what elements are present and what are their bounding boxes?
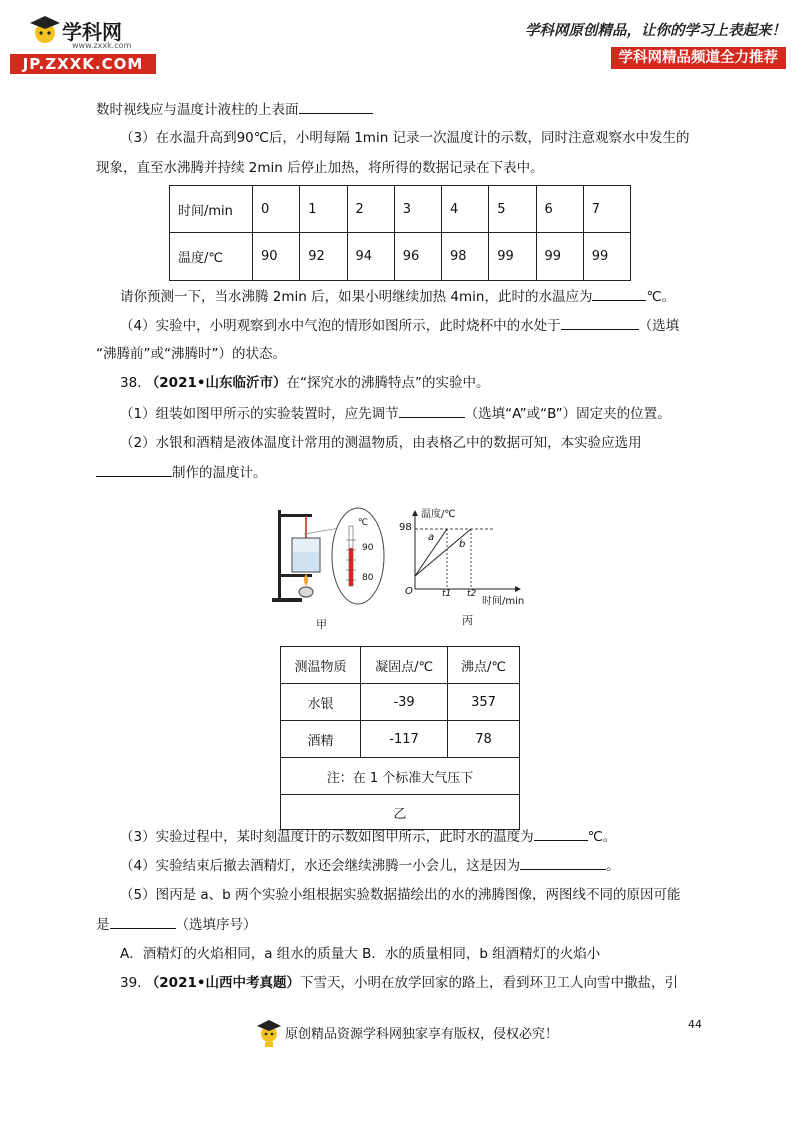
q38-4: （4）实验结束后撤去酒精灯，水还会继续沸腾一小会儿，这是因为 。 — [120, 855, 620, 876]
table-row — [281, 758, 520, 795]
q38-2b: 制作的温度计。 — [96, 462, 267, 483]
table-cell: 99 — [536, 233, 583, 281]
jia-tick-90: 90 — [362, 543, 374, 553]
table-cell: 2 — [347, 186, 394, 233]
bing-line-b: b — [459, 539, 466, 550]
table-cell: 99 — [583, 233, 630, 281]
logo-sub: www.zxxk.com — [72, 41, 132, 50]
footer-copyright: 原创精品资源学科网独家享有版权，侵权必究！ — [285, 1027, 559, 1042]
q4-line-a: （4）实验中，小明观察到水中气泡的情形如图所示，此时烧杯中的水处于 （选填 — [120, 315, 679, 336]
table-row — [281, 647, 520, 684]
table-note: 注：在 1 个标准大气压下 — [281, 758, 520, 795]
table-cell: 96 — [394, 233, 441, 281]
predict-line: 请你预测一下，当水沸腾 2min 后，如果小明继续加热 4min，此时的水温应为 ℃。 — [120, 286, 675, 307]
blank-38-5[interactable] — [110, 914, 176, 929]
table-row — [281, 795, 520, 830]
q38-options: A．酒精灯的火焰相同，a 组水的质量大 B．水的质量相同，b 组酒精灯的火焰小 — [120, 946, 601, 962]
table-cell: 4 — [442, 186, 489, 233]
logo-text: 学科网 — [62, 20, 122, 44]
table-cell: 94 — [347, 233, 394, 281]
bing-t2: t2 — [467, 589, 477, 599]
q38-3: （3）实验过程中，某时刻温度计的示数如图甲所示，此时水的温度为 ℃。 — [120, 826, 616, 847]
q38-1: （1）组装如图甲所示的实验装置时，应先调节 （选填“A”或“B”）固定夹的位置。 — [120, 403, 671, 424]
table-cell: 99 — [489, 233, 536, 281]
bing-xlabel: 时间/min — [482, 596, 525, 607]
blank-38-2[interactable] — [96, 462, 172, 477]
table-cell: 0 — [253, 186, 300, 233]
table-cell: 3 — [394, 186, 441, 233]
header-banner: 学科网精品频道全力推荐 — [611, 47, 787, 69]
table-header: 测温物质 — [281, 647, 361, 684]
table-cell: 98 — [442, 233, 489, 281]
header-logo — [10, 10, 160, 72]
blank-predict[interactable] — [592, 286, 646, 301]
line-1: 数时视线应与温度计液柱的上表面 — [96, 99, 373, 120]
table-cell: 78 — [448, 721, 520, 758]
table-cell: 时间/min — [170, 186, 253, 233]
table-cell: -117 — [361, 721, 448, 758]
header-right — [525, 20, 786, 69]
table-cell: 6 — [536, 186, 583, 233]
blank-q4[interactable] — [561, 315, 639, 330]
table-cell: 92 — [300, 233, 347, 281]
table-cell: -39 — [361, 684, 448, 721]
time-temp-table — [169, 185, 631, 281]
blank-38-3[interactable] — [534, 826, 588, 841]
fig-bing-label: 丙 — [462, 614, 473, 627]
jia-unit: ℃ — [358, 518, 369, 528]
logo-url-banner: JP.ZXXK.COM — [10, 54, 156, 74]
bing-t1: t1 — [442, 589, 452, 599]
table-cell: 90 — [253, 233, 300, 281]
bing-origin: O — [405, 586, 413, 597]
q3-line-a: （3）在水温升高到90℃后，小明每隔 1min 记录一次温度计的示数，同时注意观察水中发生的 — [120, 130, 690, 146]
table-row — [281, 721, 520, 758]
table-cell: 5 — [489, 186, 536, 233]
page-number: 44 — [688, 1018, 702, 1031]
blank-38-4[interactable] — [520, 855, 606, 870]
bing-ylabel: 温度/℃ — [421, 509, 456, 520]
table-header: 凝固点/℃ — [361, 647, 448, 684]
table-row — [170, 233, 631, 281]
q4-line-c: “沸腾前”或“沸腾时”）的状态。 — [96, 346, 286, 362]
q3-line-b: 现象，直至水沸腾并持续 2min 后停止加热，将所得的数据记录在下表中。 — [96, 160, 544, 176]
table-row — [281, 684, 520, 721]
q38-2a: （2）水银和酒精是液体温度计常用的测温物质，由表格乙中的数据可知，本实验应选用 — [120, 435, 642, 451]
table-caption: 乙 — [281, 795, 520, 830]
bing-line-a: a — [428, 532, 435, 543]
header-slogan: 学科网原创精品，让你的学习上表起来！ — [525, 22, 786, 39]
substance-table — [280, 646, 520, 830]
table-cell: 357 — [448, 684, 520, 721]
q38-5b: 是 （选填序号） — [96, 914, 257, 935]
table-row — [170, 186, 631, 233]
table-cell: 水银 — [281, 684, 361, 721]
table-cell: 1 — [300, 186, 347, 233]
bing-y98: 98 — [399, 522, 412, 533]
mortarboard-mascot-icon — [256, 1016, 282, 1048]
table-cell: 温度/℃ — [170, 233, 253, 281]
q38-title: 38. （2021•山东临沂市）在“探究水的沸腾特点”的实验中。 — [120, 375, 490, 391]
table-cell: 酒精 — [281, 721, 361, 758]
blank-38-1[interactable] — [399, 403, 465, 418]
fig-jia-label: 甲 — [316, 618, 327, 631]
jia-tick-80: 80 — [362, 573, 374, 583]
table-cell: 7 — [583, 186, 630, 233]
blank-1[interactable] — [299, 99, 373, 114]
table-header: 沸点/℃ — [448, 647, 520, 684]
q38-5a: （5）图丙是 a、b 两个实验小组根据实验数据描绘出的水的沸腾图像，两图线不同的原因可能 — [120, 887, 681, 903]
q39-title: 39. （2021•山西中考真题）下雪天，小明在放学回家的路上，看到环卫工人向雪中撒盐，引 — [120, 975, 678, 991]
mortarboard-mascot-icon — [28, 12, 62, 46]
